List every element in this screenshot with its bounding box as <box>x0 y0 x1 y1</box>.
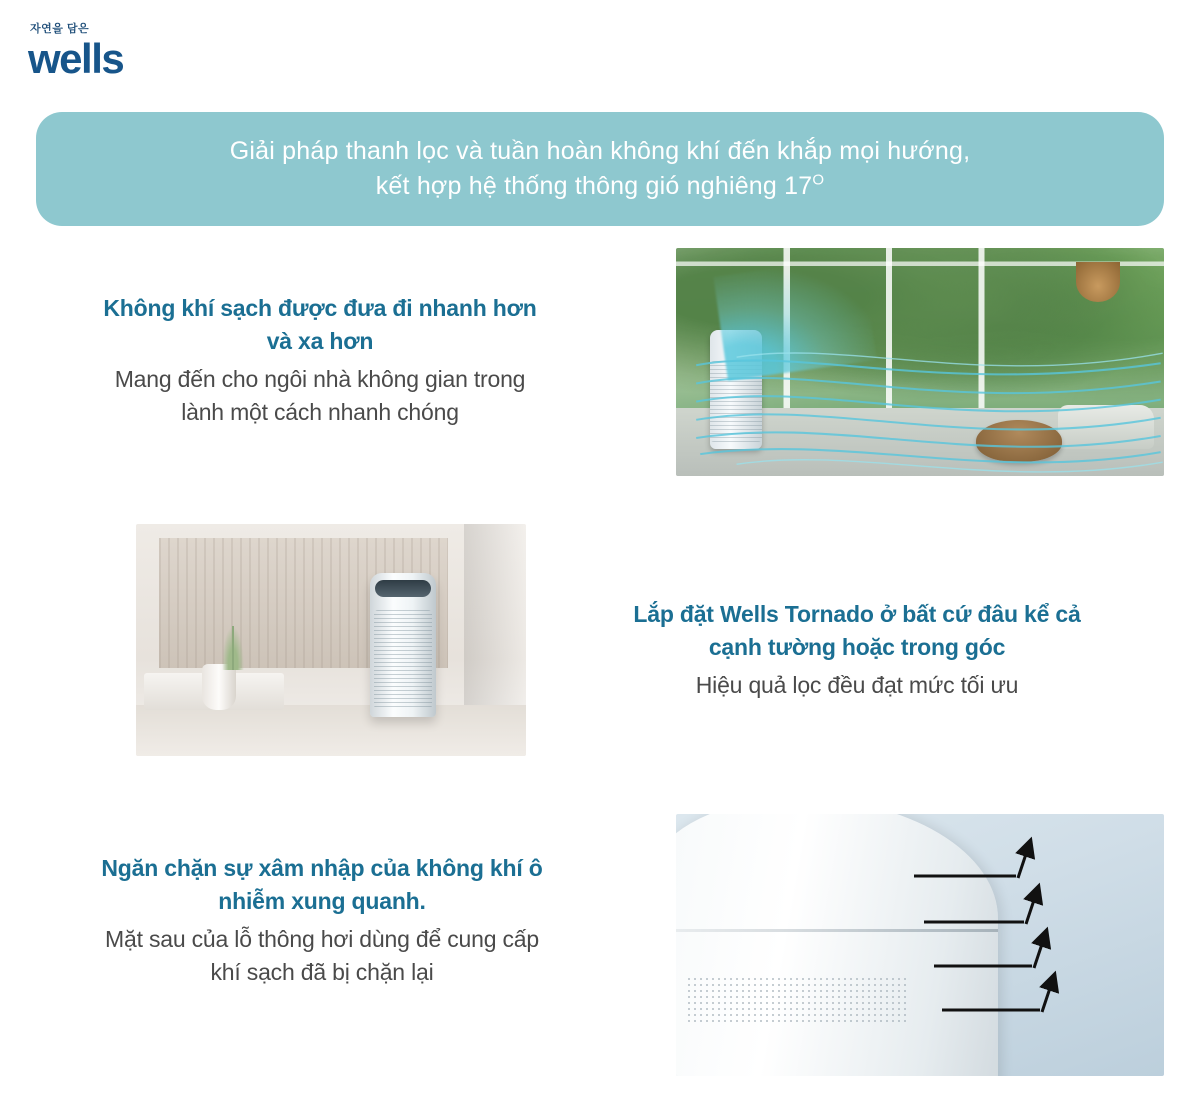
banner-line-2 <box>230 169 970 205</box>
section-1-headline-line-1: Không khí sạch được đưa đi nhanh hơn <box>103 295 537 321</box>
section-2-headline <box>572 598 1142 663</box>
section-2-headline-line-1: Lắp đặt Wells Tornado ở bất cứ đâu kể cả <box>633 601 1081 627</box>
plant-sprig <box>222 626 244 670</box>
airflow-arrow-markers <box>676 814 1164 1076</box>
section-1-copy <box>40 292 600 429</box>
rattan-lamp <box>1076 262 1120 302</box>
section-3-subcopy-line-2: khí sạch đã bị chặn lại <box>210 958 434 985</box>
section-3-copy <box>32 852 612 989</box>
section-3-headline-line-1: Ngăn chặn sự xâm nhập của không khí ô <box>101 855 543 881</box>
banner-line-2-text: kết hợp hệ thống thông gió nghiêng 17 <box>375 172 813 200</box>
airflow-wave-lines <box>676 335 1164 476</box>
section-3-subcopy-line-1: Mặt sau của lỗ thông hơi dùng để cung cấp <box>105 926 539 953</box>
section-1-subcopy-line-1: Mang đến cho ngôi nhà không gian trong <box>114 366 526 393</box>
section-1-subcopy <box>40 363 600 428</box>
section-1-headline-line-2: và xa hơn <box>266 327 374 354</box>
section-2-copy <box>572 598 1142 702</box>
banner-line-1: Giải pháp thanh lọc và tuần hoàn không khí đến khắp mọi hướng, <box>229 136 971 165</box>
section-3-subcopy <box>32 923 612 988</box>
section-2-subcopy-line-1: Hiệu quả lọc đều đạt mức tối ưu <box>695 672 1019 699</box>
purifier-top-airflow-arrows-photo <box>676 814 1164 1076</box>
section-1-headline <box>40 292 600 357</box>
brand-name: wells <box>28 35 124 82</box>
section-1-subcopy-line-2: lành một cách nhanh chóng <box>181 398 459 425</box>
section-2-headline-line-2: cạnh tường hoặc trong góc <box>708 633 1006 660</box>
banner-degree-symbol: O <box>812 171 825 189</box>
brand-tagline-kr: 자연을 담은 <box>30 23 90 35</box>
air-purifier-device <box>370 573 436 717</box>
airflow-living-room-photo <box>676 248 1164 476</box>
stone-vase <box>202 664 236 710</box>
section-3-headline <box>32 852 612 917</box>
headline-banner <box>36 112 1164 226</box>
floor-area <box>136 705 526 756</box>
section-2-subcopy <box>572 669 1142 702</box>
purifier-in-corner-photo <box>136 524 526 756</box>
brand-logo <box>28 24 288 81</box>
section-3-headline-line-2: nhiễm xung quanh. <box>218 887 426 914</box>
banner-text <box>200 134 1000 205</box>
